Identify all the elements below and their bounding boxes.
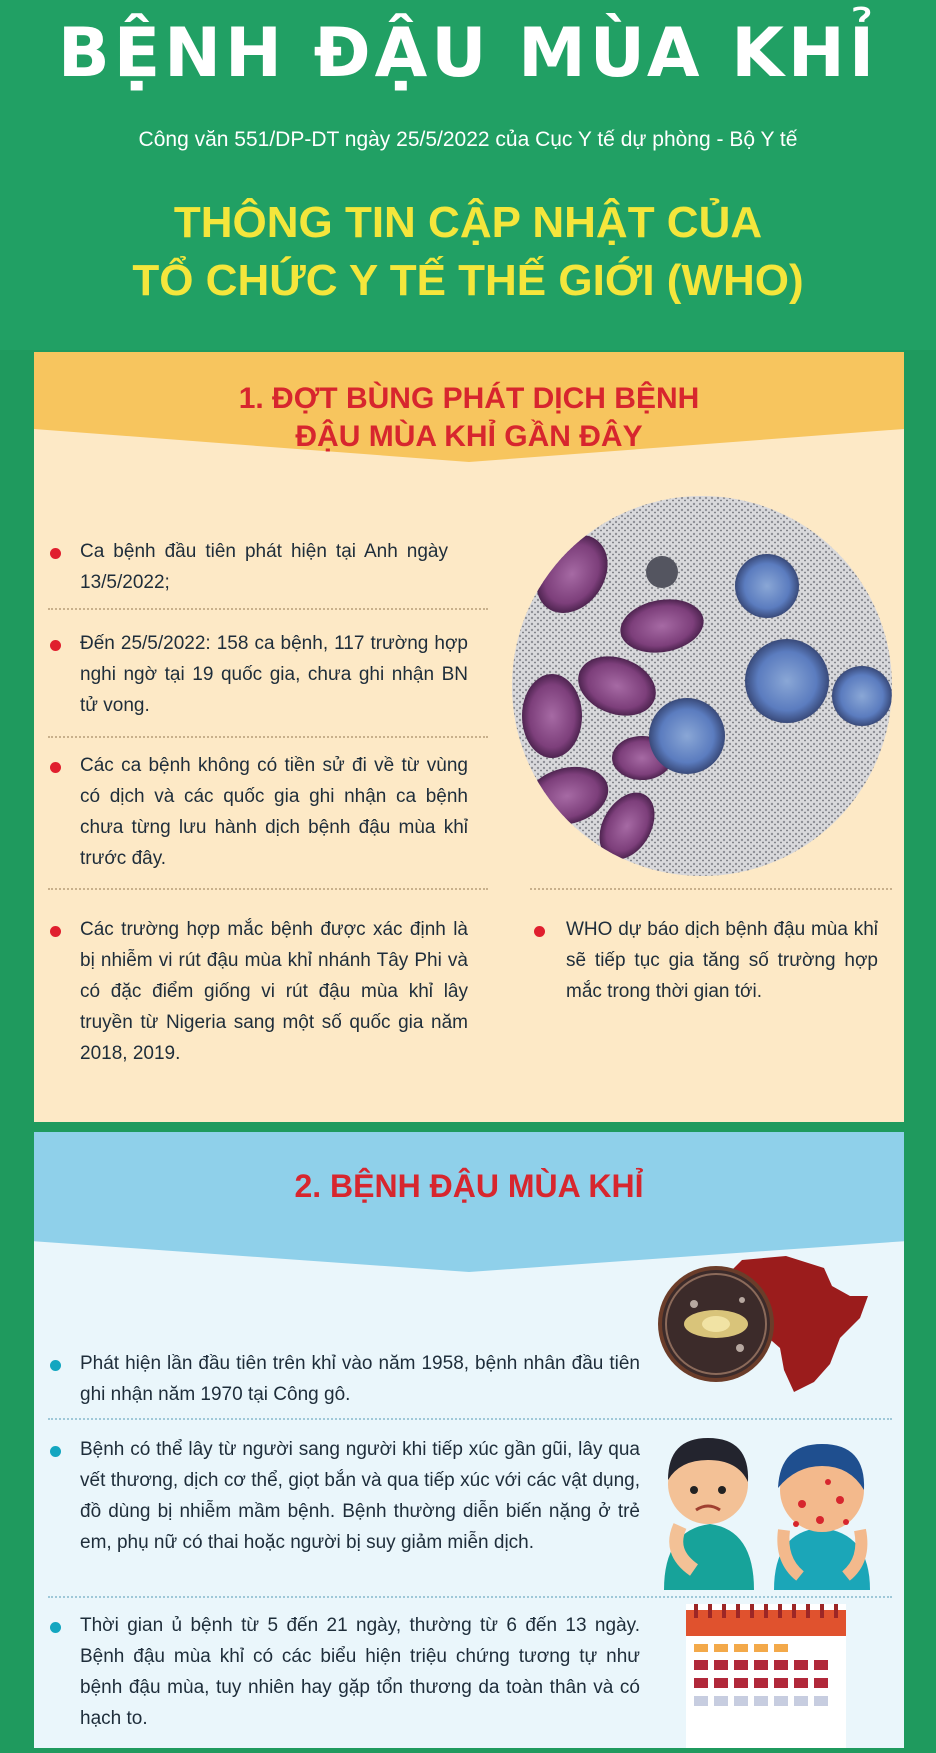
calendar-icon [686,1604,876,1748]
bullet-icon [534,926,545,937]
section1-title-line2: ĐẬU MÙA KHỈ GẦN ĐÂY [295,420,643,453]
virus-micrograph-icon [512,496,892,876]
section1-item-4: Các trường hợp mắc bệnh được xác định là bị nhiễm vi rút đậu mùa khỉ nhánh Tây Phi và có đặc điểm giống vi rút đậu mùa khỉ lây truyền từ Nigeria sang một số quốc gia năm 2018, 2019. [80,919,468,1064]
who-update-title [0,194,936,310]
divider [48,608,488,610]
africa-map-icon [654,1252,878,1398]
bullet-icon [50,1446,61,1457]
section2-item-2: Bệnh có thể lây từ người sang người khi tiếp xúc gần gũi, lây qua vết thương, dịch cơ thể, giọt bắn và qua tiếp xúc với các vật dụng, đồ dùng bị nhiễm mầm bệnh. Bệnh thường diễn biến nặng ở trẻ em, phụ nữ có thai hoặc người bị suy giảm miễn dịch. [80,1439,640,1553]
section1-title-line1: 1. ĐỢT BÙNG PHÁT DỊCH BỆNH [238,382,700,415]
document-reference: Công văn 551/DP-DT ngày 25/5/2022 của Cục Y tế dự phòng - Bộ Y tế [138,128,798,151]
bullet-icon [50,926,61,937]
bullet-icon [50,1360,61,1371]
section1-item-5: WHO dự báo dịch bệnh đậu mùa khỉ sẽ tiếp tục gia tăng số trường hợp mắc trong thời gian tới. [566,919,878,1002]
section1-title [34,380,904,456]
section2-item-3: Thời gian ủ bệnh từ 5 đến 21 ngày, thường từ 6 đến 13 ngày. Bệnh đậu mùa khỉ có các biểu hiện triệu chứng tương tự như bệnh đậu mùa, tuy nhiên hay gặp tổn thương da toàn thân và có hạch to. [80,1615,640,1729]
section1-item-1: Ca bệnh đầu tiên phát hiện tại Anh ngày 13/5/2022; [80,541,448,593]
page-title: BỆNH ĐẬU MÙA KHỈ [57,14,879,93]
bullet-icon [50,548,61,559]
section2-item-1: Phát hiện lần đầu tiên trên khỉ vào năm 1958, bệnh nhân đầu tiên ghi nhận năm 1970 tại Công gô. [80,1353,640,1405]
bullet-icon [50,762,61,773]
section2-title: 2. BỆNH ĐẬU MÙA KHỈ [294,1168,644,1204]
divider [48,736,488,738]
section1-item-2: Đến 25/5/2022: 158 ca bệnh, 117 trường hợp nghi ngờ tại 19 quốc gia, chưa ghi nhận BN tử vong. [80,633,468,716]
sick-people-icon [650,1420,880,1590]
divider [530,888,892,890]
bullet-icon [50,1622,61,1633]
divider [48,888,488,890]
who-title-line2: TỔ CHỨC Y TẾ THẾ GIỚI (WHO) [132,256,804,305]
bullet-icon [50,640,61,651]
divider [48,1596,892,1598]
section1-item-3: Các ca bệnh không có tiền sử đi về từ vùng có dịch và các quốc gia ghi nhận ca bệnh chưa từng lưu hành dịch bệnh đậu mùa khỉ trước đây. [80,755,468,869]
who-title-line1: THÔNG TIN CẬP NHẬT CỦA [173,198,763,247]
